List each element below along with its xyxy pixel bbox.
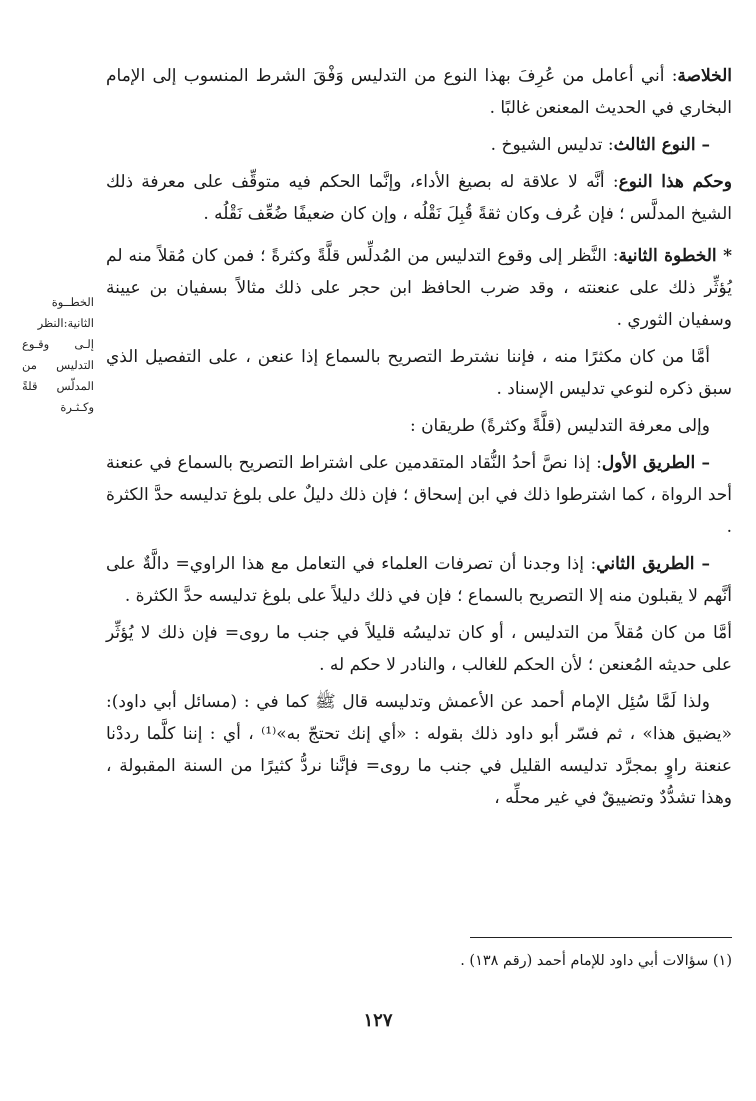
- paragraph-lead: وحكم هذا النوع: [618, 172, 732, 192]
- paragraph-text: وإلى معرفة التدليس (قلَّةً وكثرةً) طريقان :: [409, 416, 710, 436]
- paragraph: [106, 60, 732, 124]
- paragraph: [106, 166, 732, 230]
- paragraph-text: : تدليس الشيوخ .: [490, 135, 614, 155]
- paragraph-text: أمَّا من كان مُقلاً من التدليس ، أو كان تدليسُه قليلاً في جنب ما روى= فإن ذلك لا يُؤثِّر على حديثه المُعنعن ؛ لأن الحكم للغالب ، والنادر لا حكم له .: [106, 623, 732, 675]
- main-text: [106, 60, 732, 819]
- paragraph: [106, 341, 732, 405]
- paragraph-text: : إذا وجدنا أن تصرفات العلماء في التعامل مع هذا الراوي= دالَّةٌ على أنَّهم لا يقبلون منه إلا التصريح بالسماع ؛ فإن في ذلك دليلاً على بلوغ تدليسه حدَّ الكثرة .: [106, 554, 732, 606]
- paragraph: [106, 617, 732, 681]
- paragraph-text: ولذا لَمَّا سُئِل الإمام أحمد عن الأعمش وتدليسه قال ﷺ كما في : (مسائل أبي داود): «يضيق هذا» ، ثم فسّر أبو داود ذلك بقوله : «أي إنك تحتجّ به»⁽¹⁾ ، أي : إننا كلَّما رددْنا عنعنة راوٍ بمجرَّد تدليسه القليل في جنب ما روى= فإنَّنا نردُّ كثيرًا من السنة المقبولة ، وهذا تشدُّدٌ وتضييقٌ في غير محلِّه ،: [106, 692, 732, 808]
- paragraph: [106, 447, 732, 543]
- paragraph: [106, 686, 732, 814]
- paragraph: [106, 129, 732, 161]
- paragraph: [106, 410, 732, 442]
- paragraph-lead: – الطريق الأول: [601, 453, 710, 473]
- paragraph-text: : أني أعامل من عُرِفَ بهذا النوع من التدليس وَفْقَ الشرط المنسوب إلى الإمام البخاري في الحديث المعنعن غالبًا .: [106, 66, 732, 118]
- footnote: (١) سؤالات أبي داود للإمام أحمد (رقم ١٣٨) .: [460, 953, 732, 969]
- paragraph-lead: – النوع الثالث: [613, 135, 710, 155]
- margin-note: الخطــوة الثانية:النظر إلـى وقـوع التدليس من المدلّس قلةً وكـثـرة: [22, 295, 94, 414]
- footnote-divider: [470, 937, 732, 938]
- paragraph-lead: – الطريق الثاني: [596, 554, 710, 574]
- paragraph: [106, 548, 732, 612]
- paragraph-lead: الخلاصة: [677, 66, 732, 86]
- paragraph-text: : إذا نصَّ أحدُ النُّقاد المتقدمين على اشتراط التصريح بالسماع في عنعنة أحد الرواة ، كما اشترطوا ذلك في ابن إسحاق ؛ فإن ذلك دليلٌ على بلوغ تدليسه حدَّ الكثرة .: [106, 453, 732, 537]
- paragraph-text: : أنَّه لا علاقة له بصيغ الأداء، وإنَّما الحكم فيه متوقِّف على معرفة ذلك الشيخ المدلَّس ؛ فإن عُرف وكان ثقةً قُبِلَ نَقْلُه ، وإن كان ضعيفًا ضُعِّف نَقْلُه .: [106, 172, 732, 224]
- page-number: ١٢٧: [363, 1010, 393, 1031]
- paragraph: [106, 240, 732, 336]
- paragraph-lead: * الخطوة الثانية: [618, 246, 732, 266]
- paragraph-text: أمَّا من كان مكثرًا منه ، فإننا نشترط التصريح بالسماع إذا عنعن ، على التفصيل الذي سبق ذكره لنوعي تدليس الإسناد .: [106, 347, 732, 399]
- paragraph-text: : النَّظر إلى وقوع التدليس من المُدلِّس قلَّةً وكثرةً ؛ فمن كان مُقلاً منه لم يُؤثِّر ذلك على عنعنته ، وقد ضرب الحافظ ابن حجر على ذلك مثالاً بسفيان بن عيينة وسفيان الثوري .: [106, 246, 732, 330]
